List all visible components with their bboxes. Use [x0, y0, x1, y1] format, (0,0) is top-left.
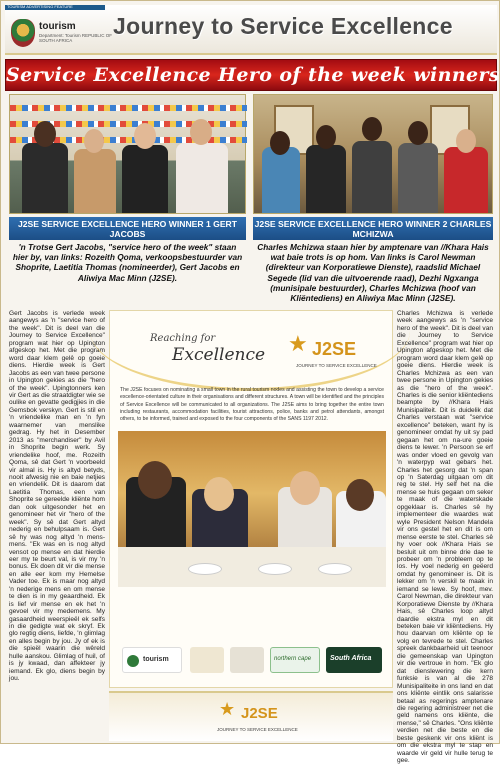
sponsor-label: northern cape — [274, 656, 312, 662]
page-title: Journey to Service Excellence — [113, 13, 453, 39]
person-head — [362, 117, 382, 141]
sponsor-label: South Africa — [330, 655, 372, 662]
person-silhouette — [122, 145, 168, 213]
article-left-text: Gert Jacobs is verlede week aangewys as 'n "service hero of the week". Dit is deel van die Journey to Service Excellence" program wat hier op Upington afgeskop het. Met die program word daar klem gelê op goeie diens. Hierdie week is Gert Jacobs as een van twee persone in Upington gekies as die "hero of the week". Upingtonners ken vir Gert as die straatdigter wie se oulike en gevatte gedigjies in die Gemsbok verskyn. Gert is stil en 'n vriendelike man en 'n fyn waarnemer van menslike gedrag. Hy het in Desember 2013 as "merchandiser" by Avil in Shoprite begin werk. Sy vriendelike hoof, me. Rozeith Qoma, sê dat Gert 'n voorbeeld vir almal is. Hy is altyd betyds, nooit afwesig nie en baie netjies en vriendelik. Dit is daarom dat Laetitia Thomas, een van Shoprite se gereelde kliënte hom dan ook uitgesonder het en genomineer het vir "hero of the week". Sy sê dat Gert altyd nederig en behulpsaam is. Gert sê hy was nog altyd 'n mens-mens. "Ek was en is nog altyd vensot op mense en dat hierdie eer my te beurt val, is vir my 'n bonus. Ek doen dit vir die mense en alle eer kom my Hemelse Vader toe. Ek is maar nog altyd 'n nederige mens en om mense te dien is in my geaardheid. Ek is lief vir mense en ek het 'n gevoel vir my medemens. My gasaardheid weerspieël ek selfs in die gedigte wat ek skryf. Ek glo regtig diens, liefde, 'n glimlag en alles begin by jou. Jy of ek is die spieël waarin die wêreld hulle aanskou. Glimlag of huil, of is jy kwaad, dan affekteer jy iemand. Ek glo, diens begin by jou. — [9, 310, 105, 683]
winner-1-photo — [9, 94, 246, 214]
person-silhouette — [444, 147, 488, 213]
winners-banner — [5, 59, 500, 91]
sponsor-tourism — [122, 647, 182, 673]
j2se-advert — [109, 310, 393, 688]
sponsor-south-africa — [326, 647, 382, 673]
logo-name: tourism — [39, 21, 76, 32]
j2se-logo-text: J2SE — [312, 339, 357, 359]
person-silhouette — [176, 143, 228, 213]
plate-decor — [188, 563, 222, 575]
person-head — [316, 125, 336, 149]
sponsor-crest — [230, 647, 264, 673]
person-head — [270, 131, 290, 155]
winner-2-heading: J2SE SERVICE EXCELLENCE HERO WINNER 2 CHARLES MCHIZWA — [254, 219, 492, 239]
person-silhouette — [262, 147, 300, 213]
person-head — [346, 479, 374, 511]
person-head — [84, 129, 104, 153]
plate-decor — [318, 563, 352, 575]
person-silhouette — [74, 149, 116, 213]
article-left-column — [9, 310, 105, 740]
ad-body-text: The J2SE focuses on nominating a small town in the rural tourism nodes and assisting the town to develop a service excellence-orientated culture in their organisations and different structures. A town will be identified and the principles of Service Excellence will be communicated to all organizations. The J2SE aims to bring together the entire town including restaurants, accommodation facilities, tourist attractions, police, banks and petrol attendants, amongst others, to be informed, trained and exposed to the four components of the SANS 1197 2012. — [120, 387, 384, 423]
person-head — [34, 121, 56, 147]
coat-of-arms-icon — [11, 19, 35, 47]
person-head — [134, 123, 156, 149]
footer-logo-tag: JOURNEY TO SERVICE EXCELLENCE — [217, 727, 298, 732]
dining-photo — [118, 431, 386, 587]
person-silhouette — [306, 145, 346, 213]
star-figure-icon: ★ — [219, 699, 236, 719]
shelf-decor — [10, 105, 247, 111]
j2se-logo-tag: JOURNEY TO SERVICE EXCELLENCE — [296, 363, 377, 368]
strip-text: TOURISM ADVERTISING FEATURE — [7, 4, 73, 9]
crest-icon — [127, 655, 139, 667]
sponsor-label: tourism — [143, 656, 169, 663]
person-head — [204, 477, 234, 511]
person-head — [290, 471, 320, 505]
sponsor-logos — [118, 641, 386, 681]
winner-2-photo — [253, 94, 493, 214]
article-right-column — [397, 310, 493, 765]
j2se-logo — [282, 331, 377, 375]
winner-1-heading: J2SE SERVICE EXCELLENCE HERO WINNER 1 GERT JACOBS — [9, 217, 246, 240]
person-silhouette — [398, 143, 438, 213]
banner-title: Service Excellence Hero of the week winners — [6, 64, 500, 86]
plate-decor — [258, 563, 292, 575]
sponsor-northern-cape — [270, 647, 320, 673]
footer-logo-text: J2SE — [241, 705, 278, 722]
header — [5, 5, 497, 55]
ad-excellence: Excellence — [172, 345, 266, 365]
logo-subtitle: Department: Tourism REPUBLIC OF SOUTH AFRICA — [39, 33, 112, 43]
person-silhouette — [352, 141, 392, 213]
sponsor-crest — [190, 647, 224, 673]
person-head — [456, 129, 476, 153]
footer — [109, 691, 393, 741]
footer-j2se-logo — [215, 699, 298, 739]
star-figure-icon: ★ — [288, 331, 308, 356]
article-right-text: Charles Mchizwa is verlede week aangewys as 'n "service hero of the week". Dit is deel van die Journey to Service Excellence" program wat hier op Upington afgeskop het. Met die program word daar klem gelê op goeie diens. Hierdie week is Charles Mchizwa as een van twee persone in Upington gekies as die "hero of the week". Charles is die senior kliëntediens beampte by //Khara Hais Munisipaliteit. Dit is duidelik dat Charles verstaan wat "service excellence" beteken, want hy is genomineer omdat hy uit sy pad gegaan het om na-ure goeie diens te lewer. 'n Persoon se erf was onder vloed en gevolg van 'n waterpyp wat gebars het. Charles het gesorg dat 'n span op 'n Saterdag uitgaan om dit reg te stel. Hy self het na die mense se huis gegaan om seker te maak of die waterskade opgeklaar is. Charles sê hy implementeer die waardes wat wyle President Nelson Mandela vir ons gestel het en dit is om mense eerste te stel. Charles sê hy voer ook //Khara Hais se besluit uit om binne drie dae te probeer om 'n probleem op te los. Hy voel nederig en geëerd omdat hy genomineer is. Dit is lekker om 'n verskil te maak in iemand se lewe. Sy hoof, mev. Carol Newman, die direkteur van Korporatiewe Dienste by //Khara Hais, sê Charles loop altyd daardie ekstra myl en dit beteken baie vir kliëntediens. Hy hou daarvan om kliënte op te volg en tevrede te stel. Charles spreek dankbaarheid uit teenoor die gemeenskap van Upington vir die vertroue in hom. "Ek glo dat dienslewering die kern funksie is van al die 278 Munisipaliteite in ons land en dat ons kliënte eintlik ons salarisse betaal as regerings amptenare die regering administreer net die geld namens ons kliënte, die mense," sê Charles. "Ons kliënte verdien net die beste en die beste geskenk vir ons kliënt is om die ekstra myl te stap en waarde vir geld vir hulle terug te gee. — [397, 310, 493, 765]
person-head — [408, 121, 428, 145]
person-head — [190, 119, 212, 145]
person-head — [138, 461, 172, 499]
advertising-strip — [5, 5, 105, 10]
tourism-logo — [11, 19, 121, 49]
winner-2-caption: Charles Mchizwa staan hier by amptenare van //Khara Hais wat baie trots is op hom. Van links is Carol Newman (direkteur van Korporatiewe Dienste), raadslid Michael Segede (lid van die uitvoerende raad), Dezhi Ngxanga (munisipale bestuurder), Charles Mchizwa (hoof van Kliëntediens) en Aliwiya Mac Minn (J2SE). — [257, 242, 489, 304]
ad-reaching: Reaching for — [150, 333, 216, 344]
person-silhouette — [22, 143, 68, 213]
winner-1-caption: 'n Trotse Gert Jacobs, "service hero of the week" staan hier by, van links: Rozeith Qoma, verkoopsbestuurder van Shoprite, Laetitia Thomas (nomineerder), Gert Jacobs en Aliwiya Mac Minn (J2SE). — [12, 242, 243, 283]
